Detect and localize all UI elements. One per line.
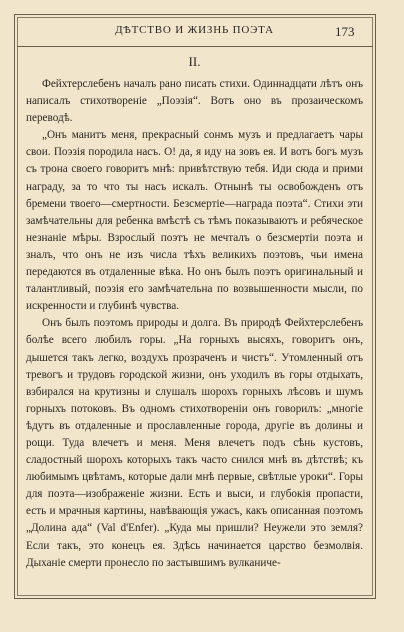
paragraph: „Онъ манитъ меня, прекрасный сонмъ музъ и предлагаетъ чары свои. Поэзія породила насъ. О! да, я иду на зовъ ея. И вотъ богъ музъ съ трона своего говоритъ мнѣ: привѣтствую тебя. Иди сюда и прими награду, за то что ты насъ искалъ. Отнынѣ ты освобожденъ отъ бремени твоего—смертности. Безсмертіе—награда поэта“. Стихи эти замѣчательны для ребенка вмѣстѣ съ тѣмъ показываютъ и ребяческое незнаніе мѣры. Взрослый поэтъ не мечталъ о безсмертіи поэта и зналъ, что онъ не изъ числа тѣхъ великихъ поэтовъ, чьи имена передаются въ отдаленные вѣка. Но онъ былъ поэтъ оригинальный и талантливый, поэзія его замѣчательна по возвышенности мысли, по искренности и глубинѣ чувства.	[26, 129, 363, 313]
paragraph: Фейхтерслебенъ началъ рано писать стихи. Одиннадцати лѣтъ онъ написалъ стихотвореніе „Поэзія“. Вотъ оно въ прозаическомъ переводѣ.	[26, 78, 363, 125]
paragraph: Онъ былъ поэтомъ природы и долга. Въ природѣ Фейхтерслебенъ болѣе всего любилъ горы. „На горныхъ высяхъ, говоритъ онъ, дышется такъ легко, воздухъ прозраченъ и чистъ“. Утомленный отъ тревогъ и трудовъ городской жизни, онъ уходилъ въ горы отдыхать, взбирался на крутизны и слушалъ шорохъ горныхъ лѣсовъ и шумъ горныхъ потоковъ. Въ одномъ стихотвореніи онъ говорилъ: „многіе ѣдутъ въ отдаленные и прославленные города, другіе въ долины и рощи. Туда влечетъ и меня. Меня влечетъ подъ сѣнь кустовъ, сладостный шорохъ которыхъ такъ часто снился мнѣ въ дѣтствѣ; къ любимымъ цвѣтамъ, которые дали мнѣ первые, свѣтлые уроки“. Горы для поэта—изображеніе жизни. Есть и выси, и глубокія пропасти, есть и мрачныя картины, навѣвающія ужасъ, какъ описанная поэтомъ „Долина ада“ (Val d'Enfer). „Куда мы пришли? Неужели это земля? Если такъ, это конецъ ея. Здѣсь начинается царство безмолвія. Дыханіе смерти пронесло по застывшимъ вулканиче-	[26, 317, 363, 569]
running-title: ДѢТСТВО И ЖИЗНЬ ПОЭТА	[115, 24, 274, 36]
header-rule	[17, 46, 373, 47]
page-number: 173	[335, 24, 355, 39]
body-text	[26, 76, 363, 572]
chapter-number: II.	[188, 54, 201, 69]
